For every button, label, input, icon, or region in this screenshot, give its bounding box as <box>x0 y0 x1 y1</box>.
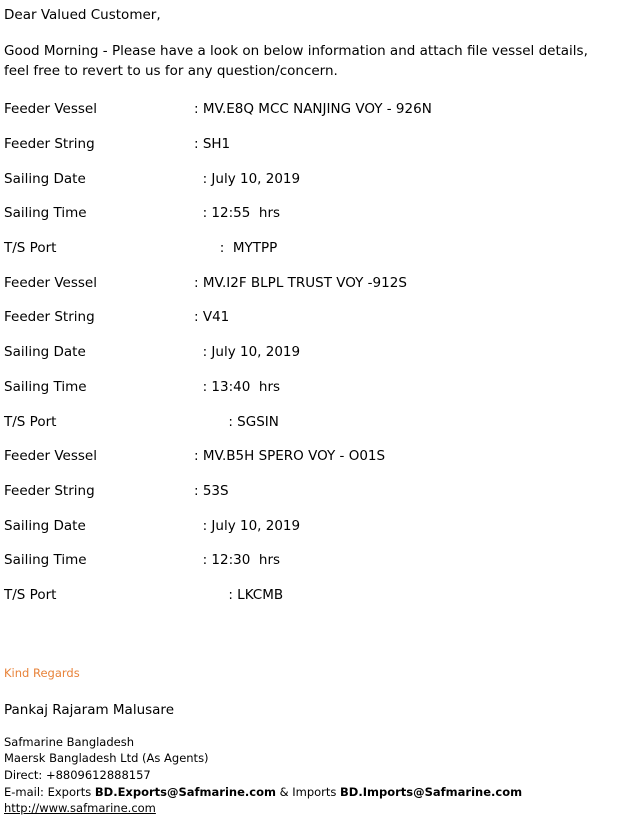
website-link[interactable]: http://www.safmarine.com <box>4 801 156 816</box>
detail-value: : V41 <box>194 309 230 326</box>
detail-row <box>4 379 609 395</box>
vessel-details-list <box>4 101 609 603</box>
signature-company: Safmarine Bangladesh <box>4 734 135 749</box>
signature-block <box>4 734 609 817</box>
closing-text: Kind Regards <box>4 665 80 680</box>
email-separator-label: & Imports <box>275 784 341 799</box>
signer-name: Pankaj Rajaram Malusare <box>4 701 174 718</box>
detail-label: Sailing Time <box>4 552 87 569</box>
detail-row <box>4 205 609 221</box>
detail-label: Sailing Time <box>4 378 87 395</box>
detail-value: : 53S <box>194 482 229 499</box>
signature-email-line <box>4 784 609 801</box>
detail-row <box>4 518 609 534</box>
signature-website-line <box>4 800 609 817</box>
intro-paragraph: Good Morning - Please have a look on below information and attach file vessel details, feel free to revert to us for any question/concern. <box>4 43 588 79</box>
greeting-text: Dear Valued Customer, <box>4 7 161 23</box>
detail-value: : MV.B5H SPERO VOY - O01S <box>194 448 386 465</box>
detail-row <box>4 448 609 464</box>
detail-value: : 12:30 hrs <box>194 552 281 569</box>
detail-label: Feeder Vessel <box>4 101 97 118</box>
detail-value: : July 10, 2019 <box>194 344 301 361</box>
email-prefix-label: E-mail: Exports <box>4 784 95 799</box>
detail-value: : SGSIN <box>194 413 279 430</box>
detail-label: T/S Port <box>4 413 57 430</box>
detail-label: Feeder Vessel <box>4 448 97 465</box>
signature-direct-phone: Direct: +8809612888157 <box>4 768 151 782</box>
detail-row <box>4 552 609 568</box>
detail-row <box>4 483 609 499</box>
detail-label: Sailing Time <box>4 205 87 222</box>
detail-row <box>4 344 609 360</box>
detail-row <box>4 275 609 291</box>
detail-value: : MV.I2F BLPL TRUST VOY -912S <box>194 274 407 291</box>
detail-label: Feeder String <box>4 309 95 326</box>
detail-label: T/S Port <box>4 586 57 603</box>
detail-value: : SH1 <box>194 136 231 153</box>
detail-label: Feeder String <box>4 482 95 499</box>
detail-value: : 13:40 hrs <box>194 378 281 395</box>
detail-label: Sailing Date <box>4 344 86 361</box>
detail-label: Feeder String <box>4 136 95 153</box>
detail-label: Sailing Date <box>4 517 86 534</box>
detail-row <box>4 171 609 187</box>
exports-email-link[interactable]: BD.Exports@Safmarine.com <box>94 784 276 799</box>
detail-value: : LKCMB <box>194 586 284 603</box>
detail-label: Sailing Date <box>4 170 86 187</box>
detail-value: : MYTPP <box>194 240 278 257</box>
detail-row <box>4 309 609 325</box>
detail-label: Feeder Vessel <box>4 274 97 291</box>
detail-label: T/S Port <box>4 240 57 257</box>
detail-row <box>4 414 609 430</box>
detail-row <box>4 587 609 603</box>
spacer <box>4 622 609 666</box>
detail-row <box>4 240 609 256</box>
detail-value: : July 10, 2019 <box>194 517 301 534</box>
detail-value: : July 10, 2019 <box>194 170 301 187</box>
detail-row <box>4 101 609 117</box>
signature-agent: Maersk Bangladesh Ltd (As Agents) <box>4 751 209 766</box>
detail-value: : MV.E8Q MCC NANJING VOY - 926N <box>194 101 432 118</box>
imports-email-link[interactable]: BD.Imports@Safmarine.com <box>340 784 523 799</box>
detail-row <box>4 136 609 152</box>
detail-value: : 12:55 hrs <box>194 205 281 222</box>
